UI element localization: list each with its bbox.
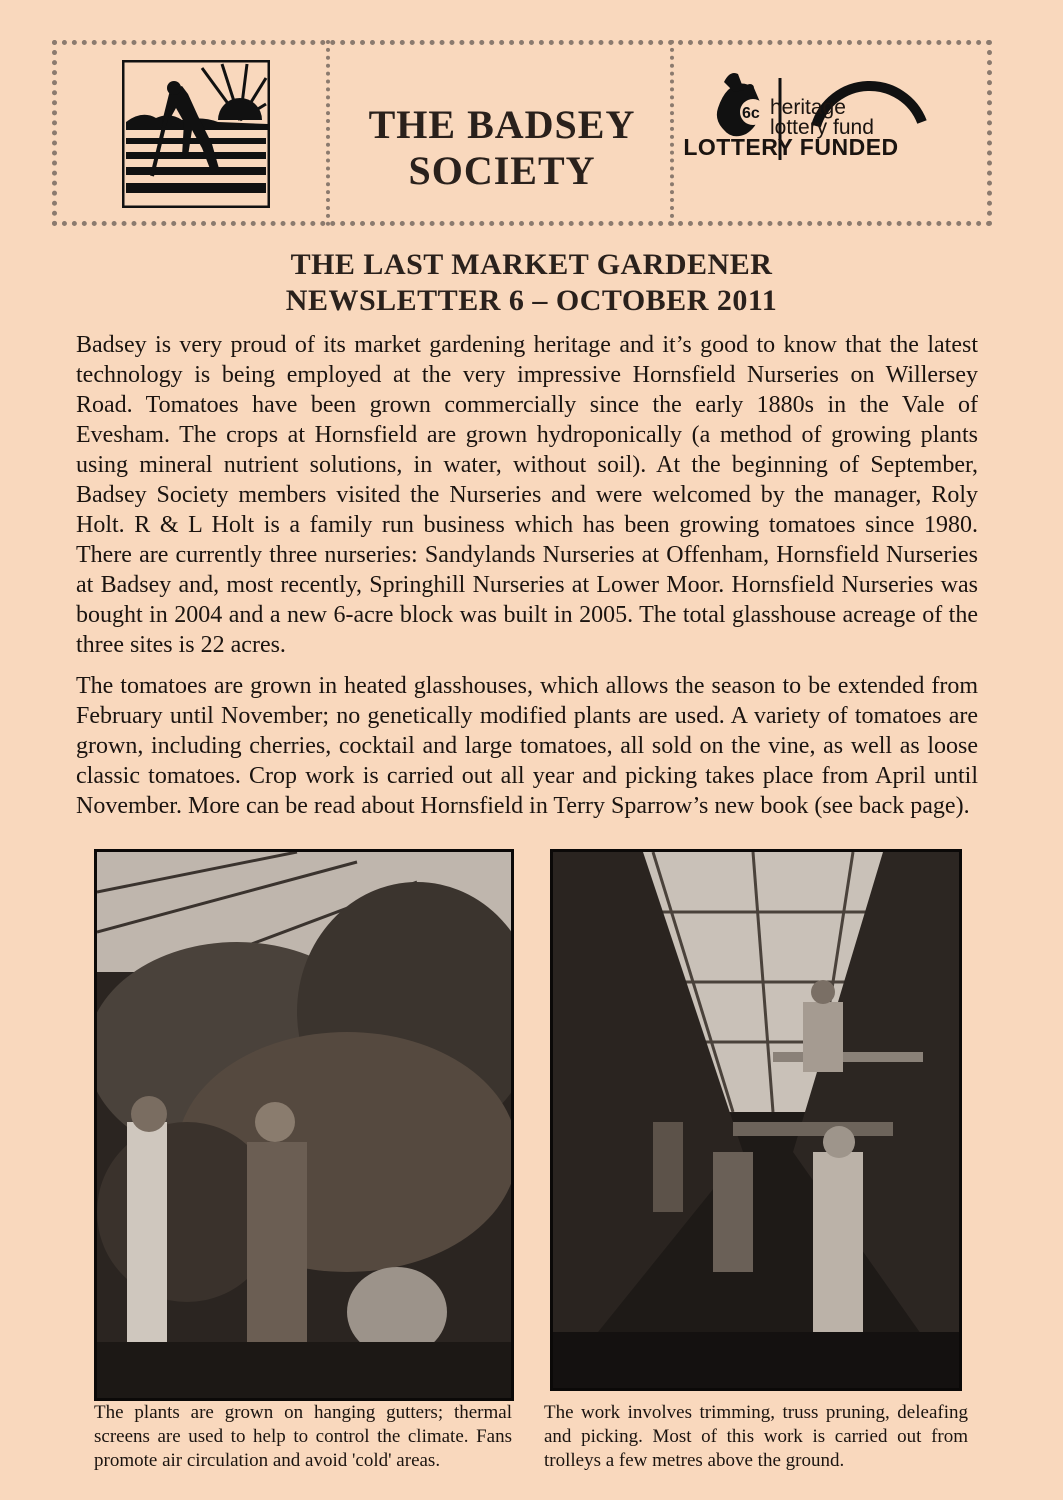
newsletter-title: THE LAST MARKET GARDENER	[290, 248, 773, 281]
society-title-line2: SOCIETY	[408, 148, 596, 193]
newsletter-issue: NEWSLETTER 6 – OCTOBER 2011	[285, 284, 778, 317]
lottery-funded-label: LOTTERY FUNDED	[683, 134, 899, 160]
society-title-line1: THE BADSEY	[368, 102, 636, 147]
hlf-line1: heritage	[770, 96, 846, 119]
svg-text:6c: 6c	[742, 105, 760, 122]
badsey-society-logo	[122, 60, 270, 208]
society-title	[337, 102, 667, 194]
photo-trolley-workers	[550, 849, 962, 1391]
photo-glasshouse-visitors	[94, 849, 514, 1401]
body-paragraph-2: The tomatoes are grown in heated glasshouses, which allows the season to be extended from February until November; no genetically modified plants are used. A variety of tomatoes are grown, including cherries, cocktail and large tomatoes, all sold on the vine, as well as loose classic tomatoes. Crop work is carried out all year and picking takes place from April until November. More can be read about Hornsfield in Terry Sparrow’s new book (see back page).	[76, 673, 978, 819]
hlf-wordmark	[770, 98, 874, 138]
banner-divider	[326, 40, 330, 226]
photo-caption-1: The plants are grown on hanging gutters; thermal screens are used to help to control the climate. Fans promote air circulation and avoid 'cold' areas.	[94, 1402, 512, 1471]
photo-caption-2: The work involves trimming, truss pruning, deleafing and picking. Most of this work is carried out from trolleys a few metres above the ground.	[544, 1402, 968, 1471]
body-paragraph-1: Badsey is very proud of its market gardening heritage and it’s good to know that the latest technology is being employed at the very impressive Hornsfield Nurseries on Willersey Road. Tomatoes have been grown commercially since the early 1880s in the Vale of Evesham. The crops at Hornsfield are grown hydroponically (a method of growing plants using mineral nutrient solutions, in water, without soil). At the beginning of September, Badsey Society members visited the Nurseries and were welcomed by the manager, Roly Holt. R & L Holt is a family run business which has been growing tomatoes since 1980. There are currently three nurseries: Sandylands Nurseries at Offenham, Hornsfield Nurseries at Badsey and, most recently, Springhill Nurseries at Lower Moor. Hornsfield Nurseries was bought in 2004 and a new 6-acre block was built in 2005. The total glasshouse acreage of the three sites is 22 acres.	[76, 332, 978, 658]
hlf-line2: lottery fund	[770, 116, 874, 139]
